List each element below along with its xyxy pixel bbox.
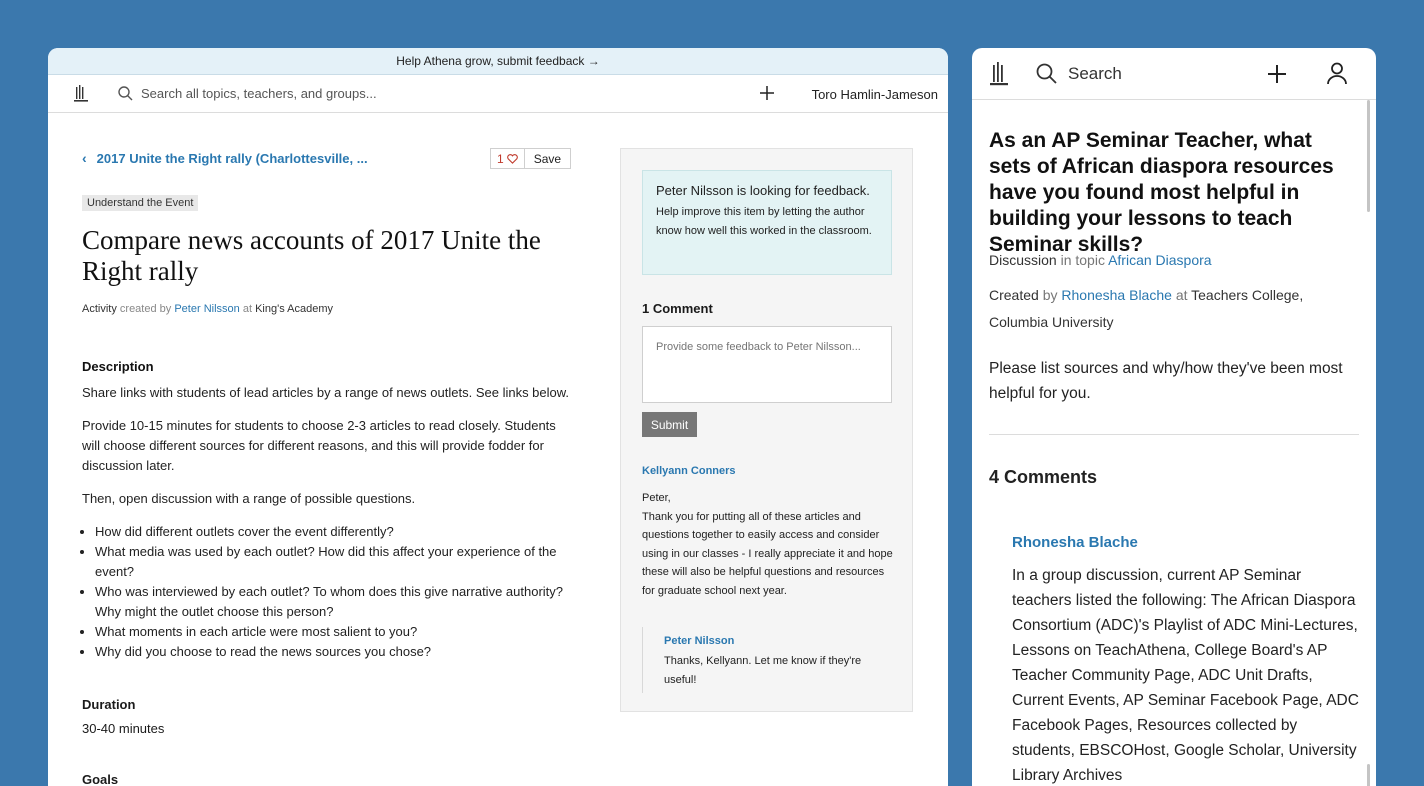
scrollbar[interactable] [1367,100,1370,212]
list-item: • How did different outlets cover the event differently? [95,522,577,542]
meta-author-link[interactable]: Peter Nilsson [174,303,240,315]
comment-author-link[interactable]: Kellyann Conners [642,465,736,477]
duration-heading: Duration [82,697,136,712]
comments-heading: 4 Comments [989,467,1098,487]
author-org: Teachers College, Columbia University [989,287,1304,330]
discussion-created-line [989,282,1329,336]
discussion-window [972,48,1376,786]
list-item: • What moments in each article were most salient to you? [95,622,577,642]
chevron-left-icon: ‹ [82,150,87,166]
reply-author-link[interactable]: Peter Nilsson [664,635,735,647]
author-link[interactable]: Rhonesha Blache [1061,287,1172,303]
description-paragraph: Then, open discussion with a range of possible questions. [82,491,416,506]
created-label: Created [989,287,1039,303]
list-item: • Who was interviewed by each outlet? To whom does this give narrative authority? Why might the outlet choose this person? [95,582,577,622]
by-label: by [1042,287,1058,303]
meta-type: Activity [82,303,117,315]
discussion-topic-line [989,252,1212,268]
plus-icon[interactable] [760,86,774,100]
at-label: at [1175,287,1188,303]
search-icon [118,86,133,101]
search-input[interactable]: Search [1068,63,1122,83]
comment-text: Thank you for putting all of these articles and questions together to easily access and consider using in our classes - I really appreciate it and hope these will also be helpful questions and resources for graduate school next year. [642,510,893,597]
divider [989,434,1359,435]
discussion-body: Please list sources and why/how they've been most helpful for you. [989,360,1343,402]
category-tag[interactable]: Understand the Event [82,195,198,211]
comment-text: In a group discussion, current AP Seminar teachers listed the following: The African Diaspora Consortium (ADC)'s Playlist of ADC Mini-Lectures, Lessons on TeachAthena, College Board's AP Teacher Community Page, ADC Unit Drafts, Current Events, AP Seminar Facebook Page, ADC Facebook Pages, Resources collected by students, EBSCOHost, Google Scholar, University Library Archives [1012,567,1359,784]
description-heading: Description [82,359,154,374]
feedback-request-box [642,170,892,275]
comments-sidebar [620,148,913,712]
like-count: 1 [497,151,504,166]
mobile-top-nav [972,48,1376,100]
meta-created-by: created by [119,303,172,315]
user-menu[interactable]: Toro Hamlin-Jameson [811,87,938,102]
breadcrumb-link[interactable]: 2017 Unite the Right rally (Charlottesville, ... [96,150,368,166]
logo-icon[interactable] [990,62,1008,87]
reply-text: Thanks, Kellyann. Let me know if they're useful! [664,655,862,686]
activity-window [48,48,948,786]
feedback-heading: Peter Nilsson is looking for feedback. [656,183,870,198]
comment-input[interactable] [642,326,892,403]
user-icon[interactable] [1327,62,1347,85]
duration-value: 30-40 minutes [82,721,165,736]
save-button[interactable]: Save [533,151,562,166]
scrollbar[interactable] [1367,764,1370,786]
breadcrumb-row [82,148,582,170]
search-bar[interactable] [118,86,377,101]
top-nav [48,75,948,113]
comment-reply [642,627,892,693]
breadcrumb[interactable] [82,150,368,166]
comment-author-link[interactable]: Rhonesha Blache [1012,534,1138,551]
feedback-banner-text[interactable]: Help Athena grow, submit feedback → [396,54,600,68]
plus-icon[interactable] [1268,65,1286,83]
feedback-text: Help improve this item by letting the author know how well this worked in the classroom. [656,206,872,237]
discussion-title: As an AP Seminar Teacher, what sets of African diaspora resources have you found most helpful in building your lessons to teach Seminar skills? [989,129,1334,256]
list-item: • What media was used by each outlet? How did this affect your experience of the event? [95,542,577,582]
comment-count: 1 Comment [642,301,713,316]
meta-org: King's Academy [255,303,333,315]
logo-icon[interactable] [74,85,88,103]
in-topic-label: in topic [1060,252,1105,268]
topic-link[interactable]: African Diaspora [1108,252,1212,268]
like-save-group [490,148,571,169]
search-icon [1036,63,1057,84]
like-button[interactable] [491,149,525,168]
submit-button[interactable]: Submit [642,412,697,437]
question-list [82,522,577,662]
search-input[interactable]: Search all topics, teachers, and groups... [141,86,377,101]
activity-content [82,148,582,786]
discussion-label: Discussion [989,252,1057,268]
comment-greeting: Peter, [642,492,671,504]
description-paragraph: Provide 10-15 minutes for students to choose 2-3 articles to read closely. Students will choose different sources for different reasons, and this will provide fodder for discussion later. [82,418,556,473]
meta-at: at [242,303,253,315]
list-item: • Why did you choose to read the news sources you chose? [95,642,577,662]
activity-meta [82,303,582,315]
heart-icon [507,154,518,164]
search-bar[interactable] [1036,63,1122,84]
goals-heading: Goals [82,772,119,786]
comment-body [642,489,894,600]
page-title: Compare news accounts of 2017 Unite the Right rally [82,225,541,286]
description-paragraph: Share links with students of lead articles by a range of news outlets. See links below. [82,385,570,400]
feedback-banner[interactable] [48,48,948,75]
